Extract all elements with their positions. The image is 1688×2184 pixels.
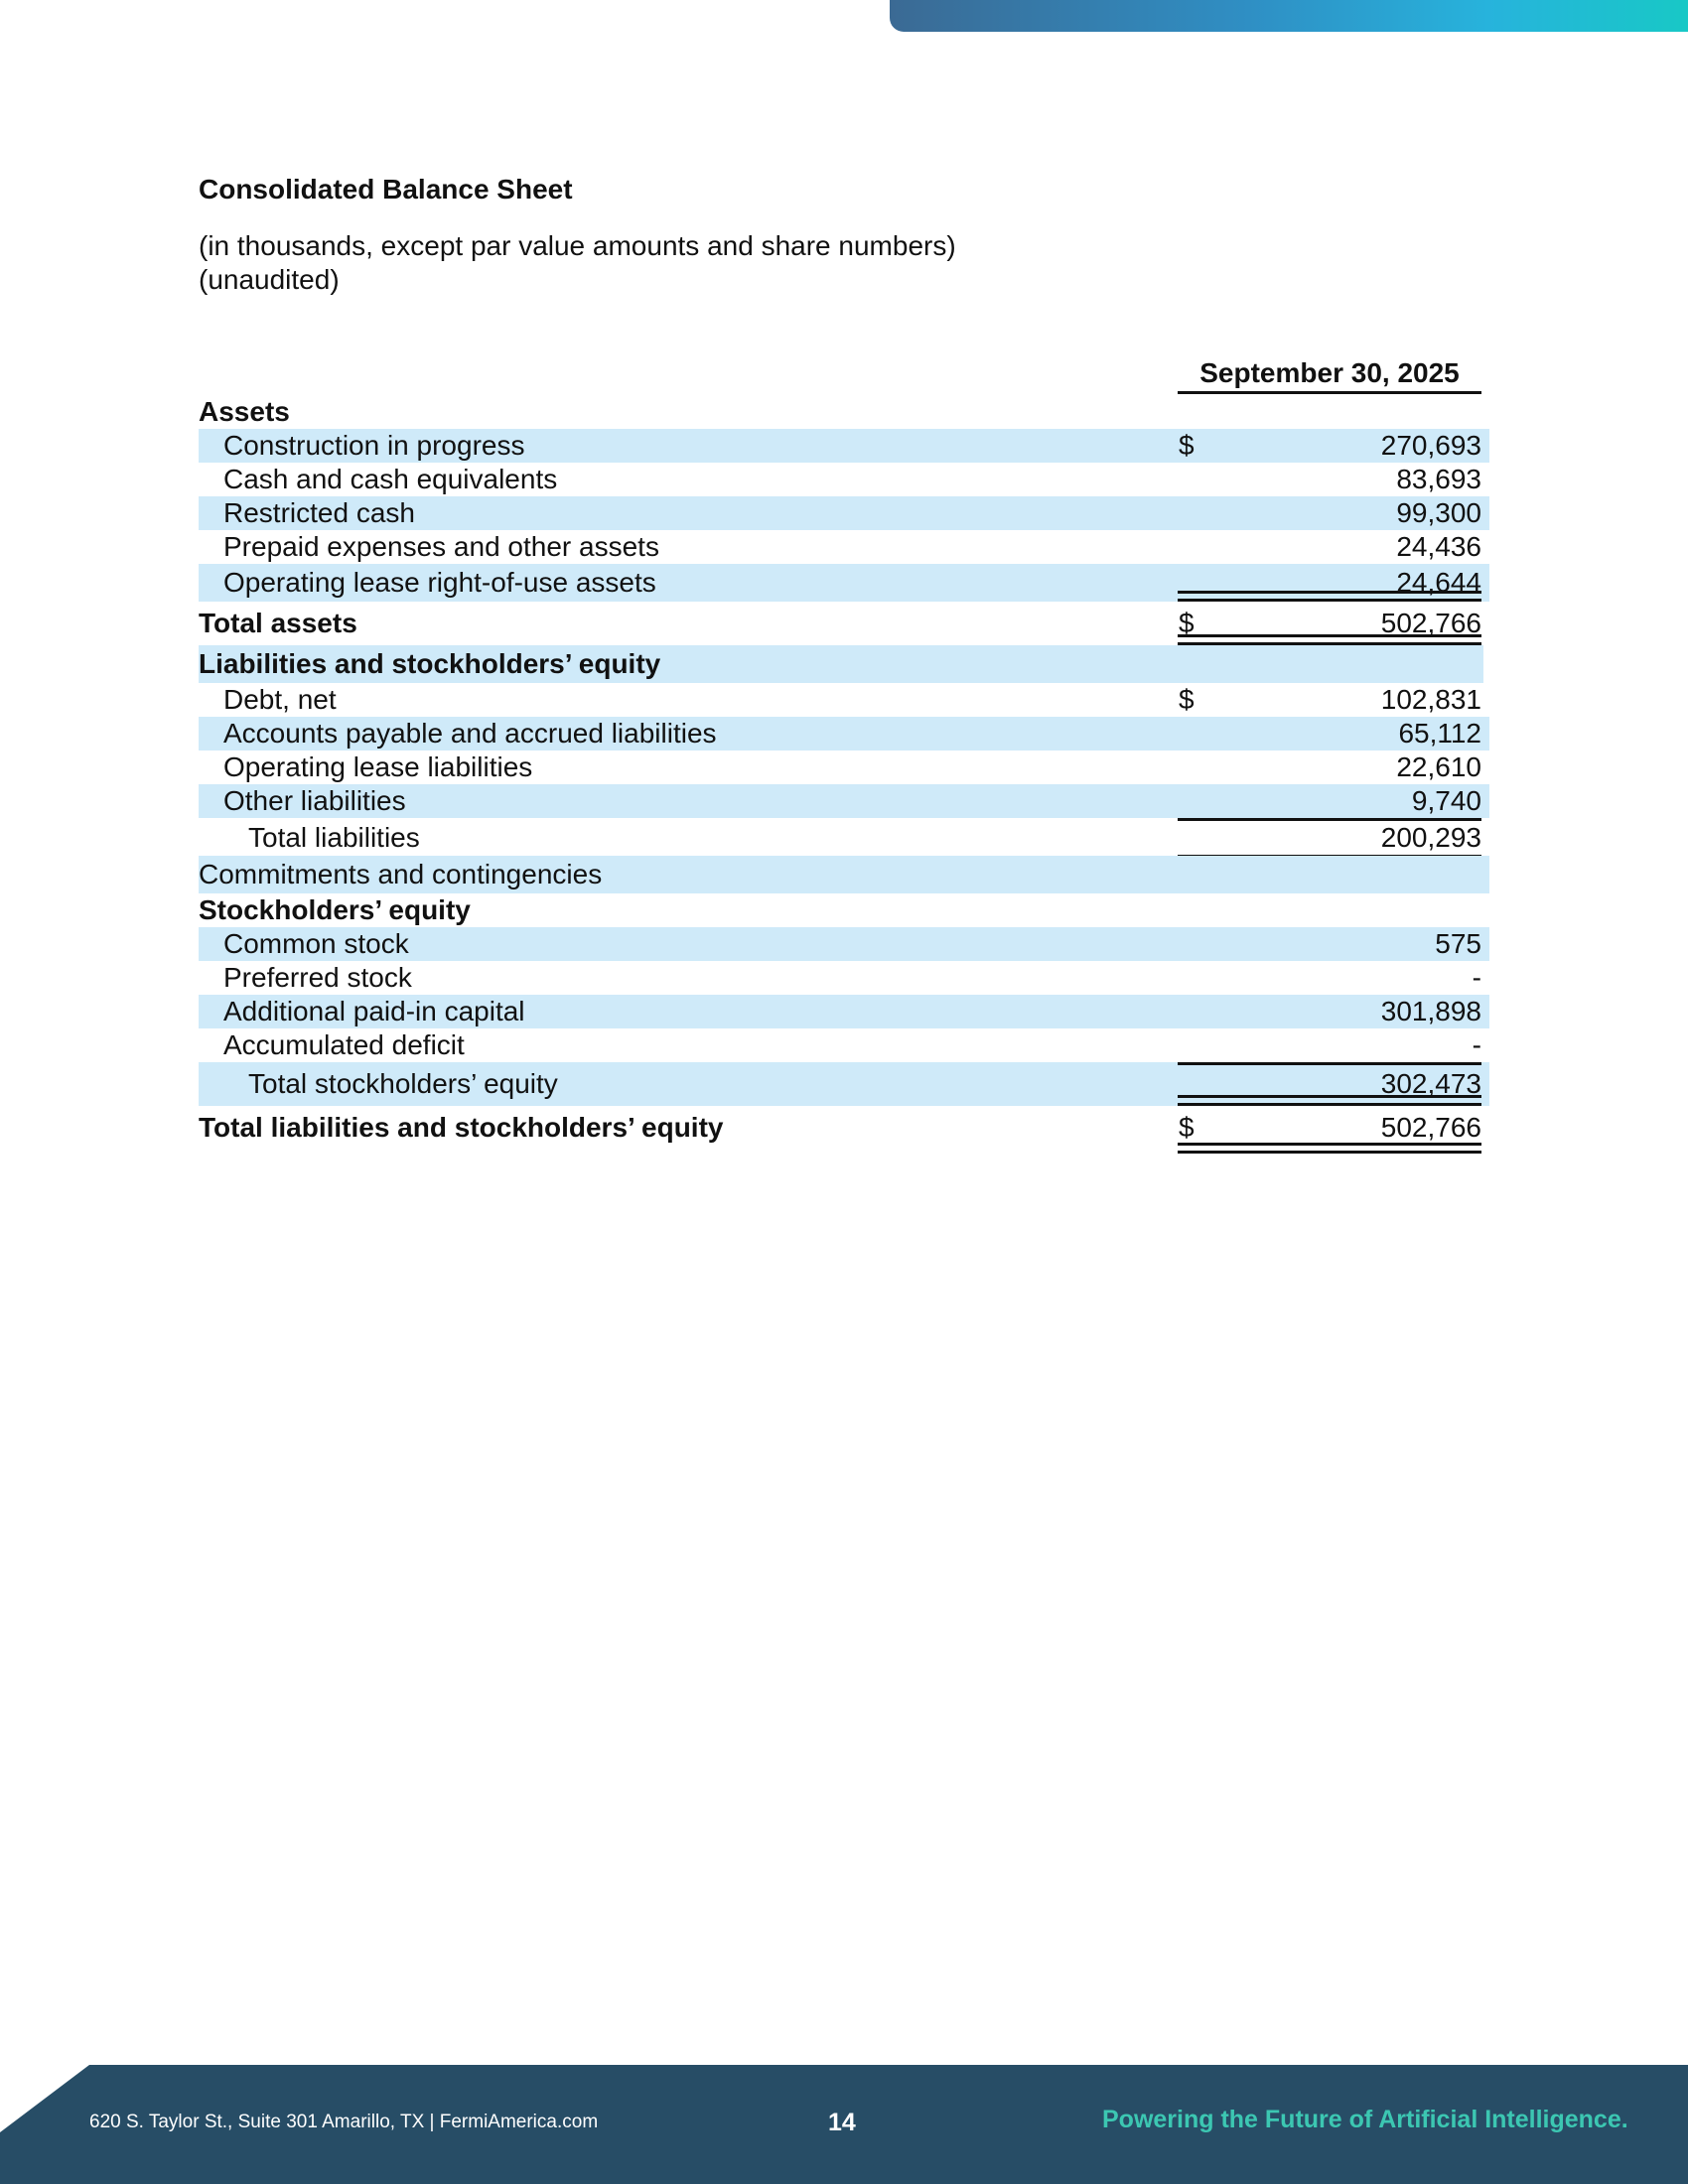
table-row bbox=[199, 961, 1489, 995]
row-value: 83,693 bbox=[1396, 464, 1481, 494]
row-value: 24,644 bbox=[1396, 567, 1481, 598]
currency-symbol: $ bbox=[1179, 430, 1195, 461]
row-label: Cash and cash equivalents bbox=[223, 464, 558, 494]
double-rule bbox=[1178, 591, 1481, 602]
row-label: Assets bbox=[199, 396, 290, 427]
currency-symbol: $ bbox=[1179, 684, 1195, 715]
row-value: 9,740 bbox=[1411, 785, 1481, 816]
row-label: Accumulated deficit bbox=[223, 1029, 465, 1060]
row-value: 575 bbox=[1435, 928, 1481, 959]
currency-symbol: $ bbox=[1179, 608, 1195, 638]
row-value: 99,300 bbox=[1396, 497, 1481, 528]
row-label: Total stockholders’ equity bbox=[248, 1068, 558, 1099]
row-value: 301,898 bbox=[1380, 996, 1481, 1026]
double-rule bbox=[1178, 1095, 1481, 1106]
section-heading-equity bbox=[199, 893, 1489, 927]
subtitle-units: (in thousands, except par value amounts and share numbers) bbox=[199, 230, 956, 261]
row-value: 65,112 bbox=[1398, 718, 1481, 749]
row-value: 270,693 bbox=[1380, 430, 1481, 461]
section-heading-liabilities bbox=[199, 645, 1489, 683]
total-row-assets bbox=[199, 602, 1489, 645]
header-accent-bar bbox=[890, 0, 1688, 32]
row-value: 502,766 bbox=[1380, 1112, 1481, 1143]
section-heading-assets bbox=[199, 395, 1489, 429]
table-row bbox=[199, 995, 1489, 1028]
table-row bbox=[199, 1028, 1489, 1062]
double-rule bbox=[1178, 634, 1481, 645]
row-value: - bbox=[1472, 1029, 1481, 1060]
row-value: - bbox=[1472, 962, 1481, 993]
row-label: Accounts payable and accrued liabilities bbox=[223, 718, 717, 749]
row-label: Other liabilities bbox=[223, 785, 406, 816]
double-rule bbox=[1178, 1143, 1481, 1154]
document-subtitle bbox=[199, 229, 956, 297]
row-label: Common stock bbox=[223, 928, 409, 959]
document-title: Consolidated Balance Sheet bbox=[199, 174, 573, 205]
total-row-liabilities-equity bbox=[199, 1106, 1489, 1154]
page-number: 14 bbox=[828, 2109, 856, 2136]
row-value: 102,831 bbox=[1380, 684, 1481, 715]
footer-tagline: Powering the Future of Artificial Intelligence. bbox=[1102, 2106, 1628, 2133]
table-row bbox=[199, 717, 1489, 751]
table-row bbox=[199, 784, 1489, 818]
row-label: Construction in progress bbox=[223, 430, 525, 461]
row-value: 200,293 bbox=[1380, 822, 1481, 853]
row-label: Commitments and contingencies bbox=[199, 859, 603, 889]
row-value: 24,436 bbox=[1396, 531, 1481, 562]
table-row bbox=[199, 429, 1489, 463]
row-label: Operating lease right-of-use assets bbox=[223, 567, 656, 598]
row-label: Operating lease liabilities bbox=[223, 751, 533, 782]
subtitle-unaudited: (unaudited) bbox=[199, 264, 340, 295]
row-label: Additional paid-in capital bbox=[223, 996, 525, 1026]
row-label: Total assets bbox=[199, 608, 357, 638]
table-row bbox=[199, 530, 1489, 564]
row-label: Debt, net bbox=[223, 684, 337, 715]
table-row bbox=[199, 927, 1489, 961]
row-label: Stockholders’ equity bbox=[199, 894, 471, 925]
table-row bbox=[199, 496, 1489, 530]
total-row-equity bbox=[199, 1062, 1489, 1106]
balance-sheet-table bbox=[199, 395, 1489, 1154]
footer-address: 620 S. Taylor St., Suite 301 Amarillo, TX | FermiAmerica.com bbox=[89, 2112, 599, 2132]
row-label: Prepaid expenses and other assets bbox=[223, 531, 659, 562]
row-label: Restricted cash bbox=[223, 497, 415, 528]
table-row bbox=[199, 751, 1489, 784]
row-label: Preferred stock bbox=[223, 962, 412, 993]
total-row-liabilities bbox=[199, 818, 1489, 856]
table-row bbox=[199, 856, 1489, 893]
row-label: Total liabilities and stockholders’ equity bbox=[199, 1112, 724, 1143]
row-label: Liabilities and stockholders’ equity bbox=[199, 648, 661, 679]
row-label: Total liabilities bbox=[248, 822, 420, 853]
column-header-date: September 30, 2025 bbox=[1178, 357, 1481, 394]
table-row bbox=[199, 564, 1489, 602]
table-row bbox=[199, 463, 1489, 496]
row-value: 302,473 bbox=[1380, 1068, 1481, 1099]
currency-symbol: $ bbox=[1179, 1112, 1195, 1143]
row-value: 502,766 bbox=[1380, 608, 1481, 638]
page-footer bbox=[0, 2065, 1688, 2184]
row-value: 22,610 bbox=[1396, 751, 1481, 782]
table-row bbox=[199, 683, 1489, 717]
